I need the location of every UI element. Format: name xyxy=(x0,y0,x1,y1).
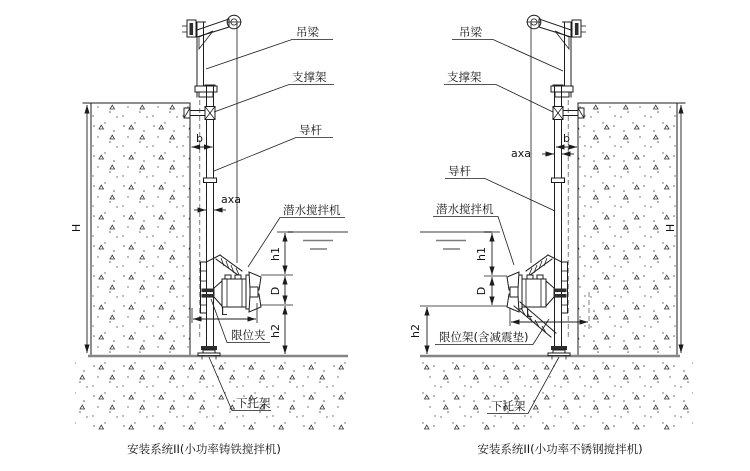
dimension-b-left xyxy=(192,132,213,147)
dim-H-label: H xyxy=(664,223,677,233)
hang-beam-text: 吊梁 xyxy=(296,25,319,39)
dimension-b-right xyxy=(556,132,577,147)
dim-h1-label: h1 xyxy=(475,247,488,261)
installation-diagram-left xyxy=(70,15,348,456)
bottom-bracket-text: 下托架 xyxy=(491,399,526,413)
dim-H-label: H xyxy=(70,223,83,233)
label-support-frame-left xyxy=(214,70,334,112)
label-mixer-left xyxy=(248,203,345,267)
guide-rod-text: 导杆 xyxy=(448,164,471,178)
caption-right: 安装系统II(小功率不锈钢搅拌机) xyxy=(477,442,643,456)
dim-D-label: D xyxy=(475,286,488,296)
mixer-text: 潜水搅拌机 xyxy=(283,203,341,217)
dim-h1-label: h1 xyxy=(269,247,282,261)
label-hang-beam-left xyxy=(206,25,333,69)
dimension-axa-right xyxy=(511,147,574,160)
guide-rod-text: 导杆 xyxy=(299,123,322,137)
installation-diagram-right xyxy=(409,15,693,456)
dim-axa-label: axa xyxy=(511,147,531,160)
limit-clamp-text: 限位夹 xyxy=(231,328,266,342)
label-support-frame-right xyxy=(444,70,553,112)
dim-axa-label: axa xyxy=(221,193,241,206)
dimension-H-left xyxy=(70,105,87,353)
label-mixer-right xyxy=(433,202,514,265)
hang-beam-text: 吊梁 xyxy=(459,25,482,39)
limit-frame-text: 限位架(含减震垫) xyxy=(439,330,529,344)
dim-h2-label: h2 xyxy=(409,324,422,338)
dim-L-label: L xyxy=(526,307,533,320)
caption-left: 安装系统II(小功率铸铁搅拌机) xyxy=(127,442,281,456)
dim-b-label: b xyxy=(563,132,570,145)
dim-b-label: b xyxy=(196,132,203,145)
water-surface-right xyxy=(420,232,492,249)
bottom-bracket-text: 下托架 xyxy=(236,396,271,410)
dimension-chain-left xyxy=(261,232,293,354)
mixer-text: 潜水搅拌机 xyxy=(436,202,494,216)
water-surface-left xyxy=(288,232,348,249)
label-hang-beam-right xyxy=(452,25,563,71)
dim-L-label: L xyxy=(221,305,228,318)
dim-D-label: D xyxy=(269,286,282,296)
support-frame-text: 支撑架 xyxy=(447,70,482,84)
dim-h2-label: h2 xyxy=(269,324,282,338)
label-guide-rod-left xyxy=(214,123,333,171)
dimension-axa-left xyxy=(194,193,241,210)
label-limit-frame-right xyxy=(435,319,549,345)
support-frame-text: 支撑架 xyxy=(292,70,327,84)
